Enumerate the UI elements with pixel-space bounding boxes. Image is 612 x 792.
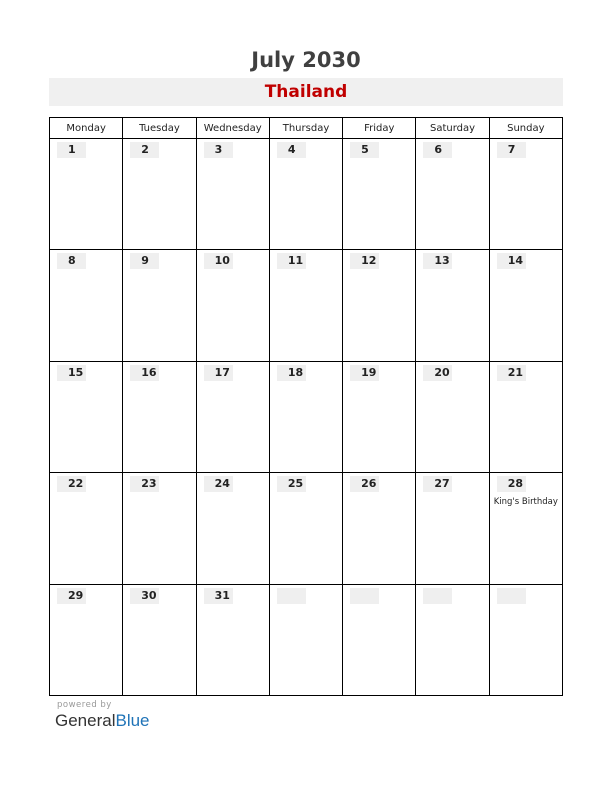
day-number: 8 (57, 253, 86, 269)
day-cell (123, 473, 196, 584)
generalblue-logo[interactable] (55, 711, 150, 731)
day-cell (196, 584, 269, 695)
week-row (50, 584, 563, 695)
day-number: 17 (204, 365, 233, 381)
day-number: 23 (130, 476, 159, 492)
day-cell (123, 361, 196, 472)
day-cell (489, 361, 562, 472)
empty-day-badge (497, 588, 526, 604)
empty-day-badge (423, 588, 452, 604)
day-number: 18 (277, 365, 306, 381)
day-cell (269, 473, 342, 584)
day-cell (269, 139, 342, 250)
country-name: Thailand (264, 82, 348, 102)
day-cell-empty (269, 584, 342, 695)
weekday-header: Monday (50, 118, 123, 139)
week-row (50, 139, 563, 250)
holiday-label: King's Birthday (493, 497, 558, 508)
day-cell (416, 139, 489, 250)
brand-general-text: General (55, 711, 116, 730)
weekday-header: Sunday (489, 118, 562, 139)
day-cell (343, 250, 416, 361)
day-number: 9 (130, 253, 159, 269)
calendar-title: July 2030 (251, 48, 361, 72)
weekday-header: Friday (343, 118, 416, 139)
day-number: 11 (277, 253, 306, 269)
day-cell (196, 139, 269, 250)
day-number: 7 (497, 142, 526, 158)
day-cell (269, 250, 342, 361)
day-cell (50, 473, 123, 584)
day-number: 22 (57, 476, 86, 492)
day-number: 13 (423, 253, 452, 269)
week-row (50, 361, 563, 472)
day-cell (196, 473, 269, 584)
brand-blue-text: Blue (115, 711, 150, 730)
day-cell (489, 473, 562, 584)
day-number: 31 (204, 588, 233, 604)
day-number: 20 (423, 365, 452, 381)
day-number: 5 (350, 142, 379, 158)
day-cell-empty (343, 584, 416, 695)
day-cell (416, 473, 489, 584)
day-number: 4 (277, 142, 306, 158)
day-number: 21 (497, 365, 526, 381)
day-number: 25 (277, 476, 306, 492)
day-number: 6 (423, 142, 452, 158)
day-cell (50, 139, 123, 250)
day-number: 28 (497, 476, 526, 492)
day-cell (343, 139, 416, 250)
day-cell (196, 361, 269, 472)
day-cell (123, 139, 196, 250)
weekday-header-row (50, 118, 563, 139)
day-number: 10 (204, 253, 233, 269)
day-cell (343, 473, 416, 584)
day-cell-empty (489, 584, 562, 695)
month-calendar-grid (49, 117, 563, 696)
week-row (50, 473, 563, 584)
day-cell (50, 584, 123, 695)
day-cell (50, 361, 123, 472)
day-number: 29 (57, 588, 86, 604)
day-number: 24 (204, 476, 233, 492)
day-cell (50, 250, 123, 361)
day-number: 16 (130, 365, 159, 381)
weekday-header: Saturday (416, 118, 489, 139)
day-number: 1 (57, 142, 86, 158)
day-cell (196, 250, 269, 361)
day-cell (343, 361, 416, 472)
day-number: 27 (423, 476, 452, 492)
weekday-header: Tuesday (123, 118, 196, 139)
day-cell (123, 250, 196, 361)
empty-day-badge (277, 588, 306, 604)
day-cell (123, 584, 196, 695)
day-number: 15 (57, 365, 86, 381)
day-number: 30 (130, 588, 159, 604)
day-number: 3 (204, 142, 233, 158)
day-cell (269, 361, 342, 472)
day-cell (416, 361, 489, 472)
week-row (50, 250, 563, 361)
day-number: 14 (497, 253, 526, 269)
weekday-header: Wednesday (196, 118, 269, 139)
day-cell-empty (416, 584, 489, 695)
day-cell (489, 139, 562, 250)
weekday-header: Thursday (269, 118, 342, 139)
day-cell (416, 250, 489, 361)
day-number: 12 (350, 253, 379, 269)
powered-by-text: powered by (57, 700, 112, 710)
day-number: 26 (350, 476, 379, 492)
day-number: 2 (130, 142, 159, 158)
day-cell (489, 250, 562, 361)
empty-day-badge (350, 588, 379, 604)
day-number: 19 (350, 365, 379, 381)
